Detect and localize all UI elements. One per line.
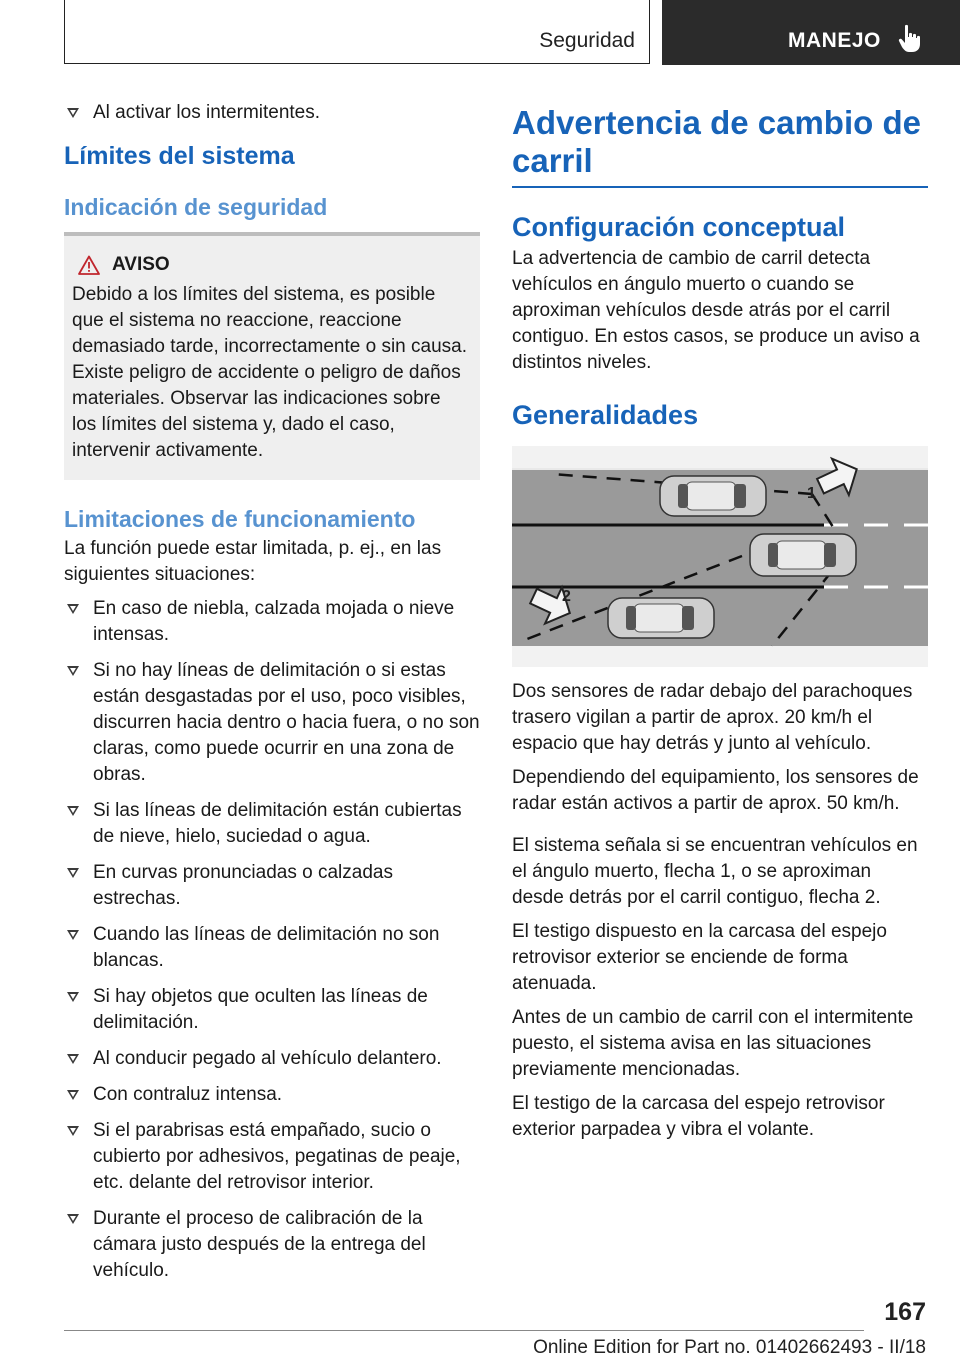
chapter-title: MANEJO	[788, 29, 881, 52]
warning-title	[78, 254, 470, 276]
arrow-label-1: 1	[807, 484, 816, 502]
list-item	[64, 658, 480, 788]
general-paragraphs	[512, 679, 928, 1143]
warning-text: Debido a los límites del sistema, es posible que el sistema no reaccione, reaccione demasiado tarde, incorrectamente o sin causa. Existe peligro de accidente o peligro de daños materiales. Observar las indicaciones sobre los límites del sistema y, dado el caso, intervenir activamente.	[72, 284, 467, 461]
warning-triangle-icon	[78, 255, 100, 275]
bullet-triangle-icon	[67, 992, 79, 1002]
heading-rule	[512, 186, 928, 188]
footer-rule	[64, 1330, 864, 1331]
list-item	[64, 596, 480, 648]
list-item-text: Cuando las líneas de delimitación no son blancas.	[93, 924, 440, 971]
body-paragraph: El sistema señala si se encuentran vehículos en el ángulo muerto, flecha 1, o se aproximan desde detrás por el carril contiguo, flecha 2.	[512, 834, 918, 908]
right-column	[512, 104, 928, 1151]
car-middle	[750, 534, 856, 576]
bullet-triangle-icon	[67, 868, 79, 878]
warning-box	[64, 232, 480, 480]
chapter-heading: Advertencia de cambio de carril	[512, 104, 921, 179]
list-item	[64, 984, 480, 1036]
bullet-triangle-icon	[67, 604, 79, 614]
section-heading: Límites del sistema	[64, 142, 295, 170]
subsection-heading: Limitaciones de funcionamiento	[64, 506, 416, 532]
intro-text: La función puede estar limitada, p. ej., en las siguientes situaciones:	[64, 538, 442, 585]
body-paragraph: Dos sensores de radar debajo del parachoques trasero vigilan a partir de aprox. 20 km/h el espacio que hay detrás y junto al vehículo.	[512, 680, 913, 754]
bullet-triangle-icon	[67, 1054, 79, 1064]
section-header-box	[64, 0, 650, 64]
bullet-triangle-icon	[67, 108, 79, 118]
bullet-triangle-icon	[67, 1126, 79, 1136]
chapter-tab[interactable]	[662, 0, 960, 65]
section-title: Seguridad	[539, 29, 635, 52]
body-paragraph: El testigo de la carcasa del espejo retrovisor exterior parpadea y vibra el volante.	[512, 1092, 885, 1140]
bullet-triangle-icon	[67, 1214, 79, 1224]
warning-title-text: AVISO	[112, 254, 170, 275]
limitations-list	[64, 596, 480, 1284]
list-item-text: Si hay objetos que oculten las líneas de delimitación.	[93, 986, 428, 1033]
list-item	[64, 1046, 480, 1072]
section-heading: Configuración conceptual	[512, 211, 846, 242]
list-item-text: Si no hay líneas de delimitación o si estas están desgastadas por el uso, poco visibles, discurren hacia dentro o hacia fuera, o no son claras, como puede ocurrir en una zona de obras.	[93, 660, 480, 785]
body-paragraph: Antes de un cambio de carril con el intermitente puesto, el sistema avisa en las situaciones previamente mencionadas.	[512, 1006, 914, 1080]
bullet-triangle-icon	[67, 806, 79, 816]
list-item-text: Al conducir pegado al vehículo delantero.	[93, 1048, 442, 1069]
list-item	[64, 922, 480, 974]
bullet-triangle-icon	[67, 930, 79, 940]
list-item	[64, 1118, 480, 1196]
list-item	[64, 798, 480, 850]
diagram-svg	[512, 446, 928, 667]
list-item-text: En curvas pronunciadas o calzadas estrechas.	[93, 862, 393, 909]
list-item	[64, 100, 480, 126]
footer-edition: Online Edition for Part no. 01402662493 - II/18	[533, 1337, 926, 1358]
page-number: 167	[884, 1298, 926, 1326]
list-item	[64, 1082, 480, 1108]
left-column	[64, 100, 480, 1294]
subsection-heading: Indicación de seguridad	[64, 194, 328, 220]
list-item-text: Al activar los intermitentes.	[93, 102, 321, 123]
arrow-label-2: 2	[562, 587, 571, 605]
bullet-triangle-icon	[67, 1090, 79, 1100]
concept-text: La advertencia de cambio de carril detecta vehículos en ángulo muerto o cuando se aproximan vehículos desde atrás por el carril contiguo. En estos casos, se produce un aviso a distintos niveles.	[512, 247, 920, 373]
list-item-text: Si las líneas de delimitación están cubiertas de nieve, hielo, suciedad o agua.	[93, 800, 462, 847]
list-item-text: Con contraluz intensa.	[93, 1084, 283, 1105]
list-item-text: En caso de niebla, calzada mojada o nieve intensas.	[93, 598, 455, 645]
list-item	[64, 860, 480, 912]
car-bottom	[608, 598, 714, 638]
body-paragraph: El testigo dispuesto en la carcasa del espejo retrovisor exterior se enciende de forma atenuada.	[512, 920, 887, 994]
list-item-text: Si el parabrisas está empañado, sucio o cubierto por adhesivos, pegatinas de peaje, etc. delante del retrovisor interior.	[93, 1120, 461, 1193]
list-item-text: Durante el proceso de calibración de la cámara justo después de la entrega del vehículo.	[93, 1208, 426, 1281]
list-item	[64, 1206, 480, 1284]
hand-pointer-icon	[898, 24, 922, 54]
page-header	[64, 0, 960, 66]
lane-change-diagram	[512, 446, 928, 667]
car-top	[660, 476, 766, 516]
section-heading: Generalidades	[512, 399, 699, 430]
bullet-triangle-icon	[67, 666, 79, 676]
body-paragraph: Dependiendo del equipamiento, los sensores de radar están activos a partir de aprox. 50 km/h.	[512, 766, 919, 814]
